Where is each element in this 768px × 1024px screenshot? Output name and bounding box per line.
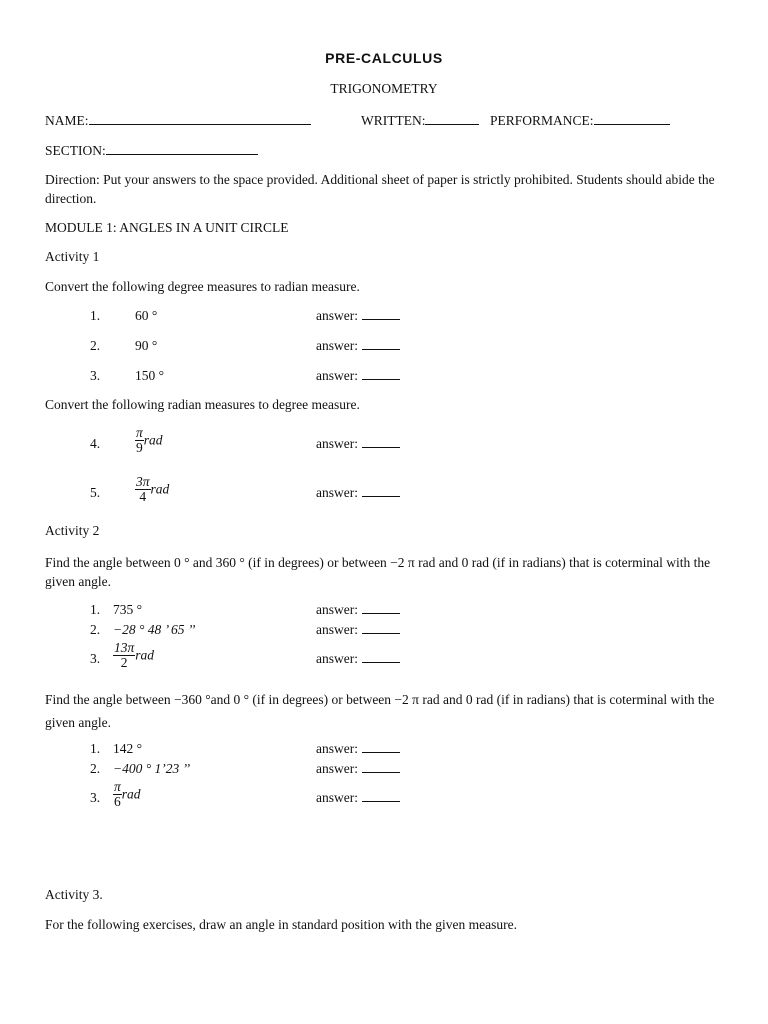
item-number: 4. xyxy=(90,436,101,451)
answer-label: answer: xyxy=(316,761,358,776)
page-subtitle: TRIGONOMETRY xyxy=(330,81,438,96)
answer-blank[interactable] xyxy=(362,761,400,773)
activity1-title: Activity 1 xyxy=(45,249,100,264)
answer-field[interactable] xyxy=(316,622,400,638)
fraction-value xyxy=(135,475,169,504)
answer-field[interactable] xyxy=(316,436,400,452)
answer-blank[interactable] xyxy=(362,790,400,802)
answer-label: answer: xyxy=(316,741,358,756)
activity2-instruction1: Find the angle between 0 ° and 360 ° (if in degrees) or between −2 π rad and 0 rad (if in radians) that is coterminal with the given angle. xyxy=(45,555,711,589)
answer-label: answer: xyxy=(316,602,358,617)
fraction-denominator: 6 xyxy=(114,794,121,809)
performance-blank[interactable] xyxy=(594,112,670,125)
answer-field[interactable] xyxy=(316,602,400,618)
activity2-instruction2: Find the angle between −360 °and 0 ° (if in degrees) or between −2 π rad and 0 rad (if in radians) that is coterminal with the given angle. xyxy=(45,692,715,730)
item-value: 142 ° xyxy=(113,741,143,756)
item-value: 150 ° xyxy=(135,368,165,383)
answer-field[interactable] xyxy=(316,338,400,354)
answer-blank[interactable] xyxy=(362,602,400,614)
unit-rad: rad xyxy=(143,432,163,448)
name-label: NAME: xyxy=(45,113,89,128)
section-label: SECTION: xyxy=(45,143,106,158)
answer-blank[interactable] xyxy=(362,485,400,497)
item-number: 1. xyxy=(90,308,101,323)
unit-rad: rad xyxy=(150,481,170,497)
answer-field[interactable] xyxy=(316,741,400,757)
answer-blank[interactable] xyxy=(362,436,400,448)
answer-field[interactable] xyxy=(316,485,400,501)
item-number: 1. xyxy=(90,741,101,756)
answer-field[interactable] xyxy=(316,761,400,777)
item-value: −400 ° 1’23 ’’ xyxy=(113,761,191,776)
item-value: −28 ° 48 ’ 65 ’’ xyxy=(113,622,196,637)
answer-label: answer: xyxy=(316,368,358,383)
fraction-value xyxy=(135,426,163,455)
answer-blank[interactable] xyxy=(362,622,400,634)
item-number: 3. xyxy=(90,368,101,383)
answer-field[interactable] xyxy=(316,368,400,384)
activity1-instruction1: Convert the following degree measures to radian measure. xyxy=(45,279,360,294)
fraction-numerator: 3π xyxy=(136,474,150,489)
answer-label: answer: xyxy=(316,790,358,805)
answer-field[interactable] xyxy=(316,651,400,667)
direction-text: Direction: Put your answers to the space provided. Additional sheet of paper is strictly prohibited. Students should abide the direction. xyxy=(45,172,715,206)
fraction-value xyxy=(113,780,141,809)
item-number: 2. xyxy=(90,761,101,776)
item-number: 2. xyxy=(90,622,101,637)
module-title: MODULE 1: ANGLES IN A UNIT CIRCLE xyxy=(45,220,289,235)
activity3-title: Activity 3. xyxy=(45,887,103,902)
unit-rad: rad xyxy=(121,786,141,802)
answer-blank[interactable] xyxy=(362,338,400,350)
fraction-numerator: 13π xyxy=(114,640,135,655)
item-number: 3. xyxy=(90,651,101,666)
answer-blank[interactable] xyxy=(362,651,400,663)
fraction-value xyxy=(113,641,154,670)
answer-blank[interactable] xyxy=(362,368,400,380)
answer-label: answer: xyxy=(316,651,358,666)
item-number: 2. xyxy=(90,338,101,353)
name-field[interactable] xyxy=(45,112,311,129)
answer-label: answer: xyxy=(316,308,358,323)
fraction-denominator: 9 xyxy=(136,440,143,455)
name-blank[interactable] xyxy=(89,112,311,125)
answer-label: answer: xyxy=(316,338,358,353)
written-blank[interactable] xyxy=(425,112,479,125)
written-label: WRITTEN: xyxy=(361,113,426,128)
section-blank[interactable] xyxy=(106,142,258,155)
answer-label: answer: xyxy=(316,485,358,500)
section-field[interactable] xyxy=(45,142,258,159)
activity2-title: Activity 2 xyxy=(45,523,100,538)
answer-label: answer: xyxy=(316,436,358,451)
answer-blank[interactable] xyxy=(362,308,400,320)
item-number: 5. xyxy=(90,485,101,500)
page-title: PRE-CALCULUS xyxy=(325,50,443,66)
fraction-denominator: 4 xyxy=(139,489,147,504)
answer-blank[interactable] xyxy=(362,741,400,753)
performance-field[interactable] xyxy=(490,112,670,129)
answer-field[interactable] xyxy=(316,308,400,324)
fraction-numerator: π xyxy=(136,425,143,440)
answer-field[interactable] xyxy=(316,790,400,806)
activity3-instruction: For the following exercises, draw an angle in standard position with the given measure. xyxy=(45,917,518,932)
performance-label: PERFORMANCE: xyxy=(490,113,594,128)
item-value: 90 ° xyxy=(135,338,158,353)
fraction-denominator: 2 xyxy=(120,655,128,670)
item-value: 735 ° xyxy=(113,602,143,617)
written-field[interactable] xyxy=(361,112,479,129)
answer-label: answer: xyxy=(316,622,358,637)
item-value: 60 ° xyxy=(135,308,158,323)
fraction-numerator: π xyxy=(114,779,121,794)
activity1-instruction2: Convert the following radian measures to degree measure. xyxy=(45,397,360,412)
unit-rad: rad xyxy=(135,647,155,663)
item-number: 1. xyxy=(90,602,101,617)
item-number: 3. xyxy=(90,790,101,805)
